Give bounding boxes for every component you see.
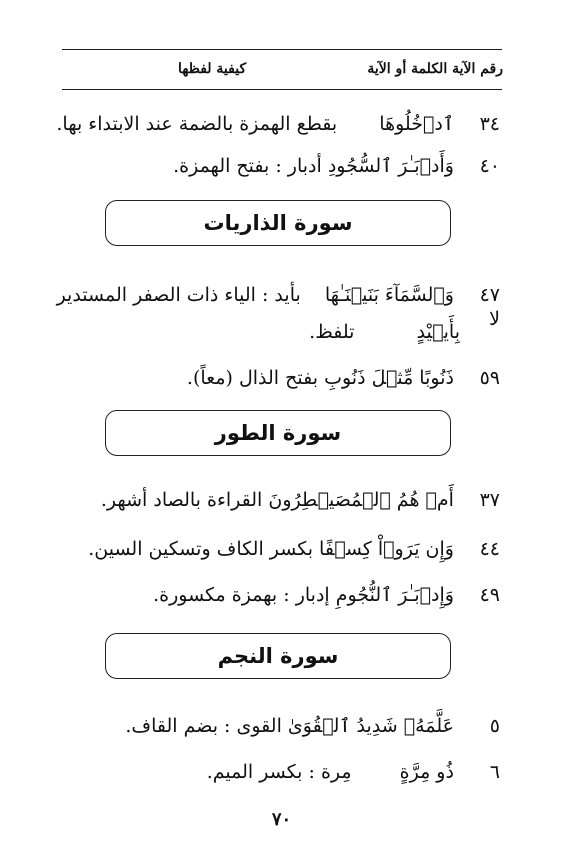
surah-title-box [105, 200, 451, 246]
pronunciation-note: تلفظ. [309, 321, 355, 343]
column-header-ayah [367, 61, 503, 77]
ayah-number: ٦ [489, 761, 500, 783]
surah-title: سورة الذاريات [203, 211, 353, 235]
ayah-word: وَٱلسَّمَآءَ بَنَيۡنَـٰهَا [324, 284, 454, 306]
pronunciation-note: بكسر الكاف وتسكين السين. [88, 538, 313, 560]
column-header-number: رقم الآية [452, 61, 503, 77]
ayah-word: بِأَيۡيْدٍ [416, 321, 460, 343]
header-bottom-rule [62, 89, 502, 90]
entry-row [50, 714, 500, 738]
ayah-word: ٱدۡخُلُوهَا [379, 113, 454, 135]
surah-title: سورة الطور [214, 421, 342, 445]
pronunciation-note: أدبار : بفتح الهمزة. [173, 155, 322, 177]
ayah-number: ٤٤ [479, 538, 500, 560]
surah-title-box [105, 633, 451, 679]
pronunciation-note: مِرة : بكسر الميم. [206, 761, 352, 783]
pronunciation-note: بأيد : الياء ذات الصفر المستدير لا [56, 284, 500, 330]
pronunciation-note: بفتح الذال (معاً). [186, 367, 319, 389]
pronunciation-note: القوى : بضم القاف. [125, 715, 282, 737]
entry-row [50, 366, 500, 390]
ayah-number: ٤٩ [479, 584, 500, 606]
entry-continuation [50, 320, 460, 344]
ayah-word: وَإِدۡبَـٰرَ ٱلنُّجُومِ [335, 584, 454, 606]
ayah-word: وَأَدۡبَـٰرَ ٱلسُّجُودِ [327, 155, 454, 177]
ayah-word: عَلَّمَهُۥ شَدِيدُ ٱلۡقُوَىٰ [287, 715, 454, 737]
column-header-pronunciation: كيفية لفظها [178, 61, 247, 77]
ayah-word: ذَنُوبًا مِّثۡلَ ذَنُوبِ [324, 367, 454, 389]
entry-row [50, 112, 500, 136]
page-number: ٧٠ [271, 809, 292, 830]
ayah-word: أَمۡ هُمُ ٱلۡمُصَيۡطِرُونَ [268, 489, 454, 511]
ayah-number: ٥ [489, 715, 500, 737]
entry-row [50, 583, 500, 607]
ayah-number: ٤٧ [479, 284, 500, 306]
surah-title: سورة النجم [217, 644, 339, 668]
entry-row [50, 537, 500, 561]
surah-title-box [105, 410, 451, 456]
pronunciation-note: إدبار : بهمزة مكسورة. [153, 584, 330, 606]
ayah-number: ٣٤ [479, 113, 500, 135]
ayah-number: ٣٧ [479, 489, 500, 511]
header-top-rule [62, 49, 502, 50]
ayah-word: وَإِن يَرَوۡاْ كِسۡفًا [319, 538, 454, 560]
ayah-word: ذُو مِرَّةٍ [399, 761, 454, 783]
pronunciation-note: القراءة بالصاد أشهر. [100, 489, 263, 511]
entry-row [50, 488, 500, 512]
entry-row [50, 760, 500, 784]
column-header-word: الكلمة أو الآية [367, 61, 448, 77]
ayah-number: ٥٩ [479, 367, 500, 389]
ayah-number: ٤٠ [479, 155, 500, 177]
pronunciation-note: بقطع الهمزة بالضمة عند الابتداء بها. [56, 113, 338, 135]
entry-row [50, 154, 500, 178]
